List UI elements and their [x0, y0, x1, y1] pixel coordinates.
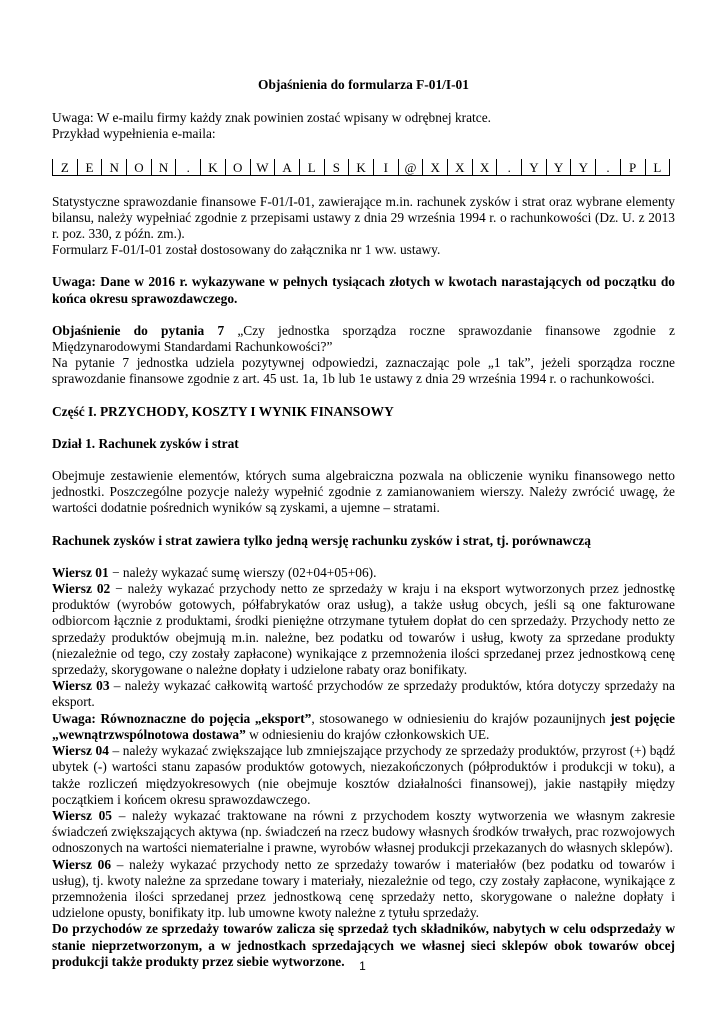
row-03	[52, 678, 675, 710]
row-02	[52, 581, 675, 678]
email-char-box: Y	[522, 159, 547, 176]
email-char-box: X	[473, 159, 498, 176]
email-example-label: Przykład wypełnienia e-maila:	[52, 126, 216, 142]
row-06	[52, 857, 675, 922]
goods-sales-note: Do przychodów ze sprzedaży towarów zalicza się sprzedaż tych składników, nabytych w celu odsprzedaży w stanie nieprzetworzonym, a w jednostkach sprzedających we własnej sieci sklepów obok towarów obcej produkcji także produkty przez siebie wytworzone.	[52, 921, 675, 969]
email-char-box: Z	[53, 159, 78, 176]
row-03-label: Wiersz 03	[52, 678, 110, 694]
email-char-box: N	[152, 159, 177, 176]
email-char-box: .	[596, 159, 621, 176]
row-04-label: Wiersz 04	[52, 743, 109, 759]
email-char-box: O	[127, 159, 152, 176]
email-char-box: K	[201, 159, 226, 176]
row-02-text: − należy wykazać przychody netto ze sprzedaży w kraju i na eksport wytworzonych przez jednostkę produktów (wyrobów gotowych, półfabrykatów oraz usług), a także usług obcych, jeśli są one fakturowane odbiorcom łącznie z produktami, środki pieniężne otrzymane tytułem dopłat do cen sprzedaży. Przychody netto ze sprzedaży produktów obejmują m.in. należne, bez podatku od towarów i usług, kwoty za sprzedane produkty (niezależnie od tego, czy zostały zapłacone) wynikające z przemnożenia ilości sprzedanej przez jednostkową cenę sprzedaży, skorygowane o należne dopłaty i udzielone rabaty oraz bonifikaty.	[52, 581, 675, 678]
email-char-box: E	[78, 159, 103, 176]
export-note	[52, 711, 675, 743]
email-char-box: P	[621, 159, 646, 176]
row-02-label: Wiersz 02	[52, 581, 111, 597]
version-note: Rachunek zysków i strat zawiera tylko jedną wersję rachunku zysków i strat, tj. porównawczą	[52, 532, 591, 548]
intro-note: Formularz F-01/I-01 został dostosowany do załącznika nr 1 ww. ustawy.	[52, 242, 441, 258]
email-char-box: I	[374, 159, 399, 176]
export-note-mid: , stosowanego w odniesieniu do krajów pozaunijnych	[311, 710, 611, 726]
row-01	[52, 565, 675, 581]
part1-heading: Część I. PRZYCHODY, KOSZTY I WYNIK FINANSOWY	[52, 403, 394, 419]
q7-explanation	[52, 323, 675, 355]
email-char-box: Y	[547, 159, 572, 176]
email-char-box: L	[300, 159, 325, 176]
row-05	[52, 808, 675, 857]
email-instruction: Uwaga: W e-mailu firmy każdy znak powinien zostać wpisany w odrębnej kratce.	[52, 110, 492, 126]
row-04	[52, 743, 675, 808]
row-05-label: Wiersz 05	[52, 807, 112, 823]
email-char-box: N	[102, 159, 127, 176]
email-char-box: X	[448, 159, 473, 176]
note-2016: Uwaga: Dane w 2016 r. wykazywane w pełnych tysiącach złotych w kwotach narastających od początku do końca okresu sprawozdawczego.	[52, 274, 675, 306]
email-char-box: A	[275, 159, 300, 176]
email-char-box: X	[423, 159, 448, 176]
row-04-text: – należy wykazać zwiększające lub zmniejszające przychody ze sprzedaży produktów, przyrost (+) bądź ubytek (-) wartości stanu zapasów produktów gotowych, niezakończonych (półproduktów i produkcji w toku), a także rozliczeń międzyokresowych (nie obejmuje kosztów działalności finansowej), jakie nastąpiły między początkiem i końcem okresu sprawozdawczego.	[52, 743, 675, 807]
page-content	[52, 77, 675, 970]
section1-description: Obejmuje zestawienie elementów, których suma algebraiczna pozwala na obliczenie wyniku finansowego netto jednostki. Poszczególne pozycje należy wypełnić zgodnie z zamianowaniem wierszy. Należy zwrócić uwagę, że wartości dodatnie pośrednich wyników są zyskami, a ujemne – stratami.	[52, 468, 675, 516]
email-char-box: L	[646, 159, 671, 176]
q7-label: Objaśnienie do pytania 7	[52, 322, 225, 338]
row-03-text: – należy wykazać całkowitą wartość przychodów ze sprzedaży produktów, która dotyczy sprzedaży na eksport.	[52, 678, 675, 710]
row-06-label: Wiersz 06	[52, 856, 112, 872]
page-number: 1	[359, 959, 366, 973]
q7-question: „Czy jednostka sporządza roczne sprawozdanie finansowe zgodnie z Międzynarodowymi Standardami Rachunkowości?”	[52, 322, 675, 355]
email-char-box: Y	[571, 159, 596, 176]
section1-heading: Dział 1. Rachunek zysków i strat	[52, 435, 239, 451]
email-char-box: W	[251, 159, 276, 176]
email-char-box: .	[176, 159, 201, 176]
document-title: Objaśnienia do formularza F-01/I-01	[258, 77, 469, 92]
q7-answer: Na pytanie 7 jednostka udziela pozytywnej odpowiedzi, zaznaczając pole „1 tak”, jeżeli sporządza roczne sprawozdanie finansowe zgodnie z art. 45 ust. 1a, 1b lub 1e ustawy z dnia 29 września 1994 r. o rachunkowości.	[52, 355, 675, 387]
row-01-label: Wiersz 01	[52, 564, 109, 580]
export-note-bold2: jest pojęcie „wewnątrzwspólnotowa dostawa”	[52, 710, 676, 742]
export-note-end: w odniesieniu do krajów członkowskich UE.	[245, 726, 490, 742]
row-06-text: – należy wykazać przychody netto ze sprzedaży towarów i materiałów (bez podatku od towarów i usług), tj. kwoty należne za sprzedane towary i materiały, niezależnie od tego, czy zostały zapłacone, wynikające z przemnożenia ilości sprzedanej przez jednostkową cenę sprzedaży netto, skorygowane o należne dopłaty i udzielone opusty, bonifikaty itp. lub umowne kwoty należne z tytułu sprzedaży.	[52, 856, 675, 921]
row-01-text: − należy wykazać sumę wierszy (02+04+05+06).	[108, 564, 377, 580]
email-char-box: @	[399, 159, 424, 176]
intro-paragraph: Statystyczne sprawozdanie finansowe F-01/I-01, zawierające m.in. rachunek zysków i strat oraz wybrane elementy bilansu, należy wypełniać zgodnie z przepisami ustawy z dnia 29 września 1994 r. o rachunkowości (Dz. U. z 2013 r. poz. 330, z późn. zm.).	[52, 193, 675, 242]
row-05-text: – należy wykazać traktowane na równi z przychodem koszty wytworzenia we własnym zakresie świadczeń zwiększających aktywa (np. świadczeń na rzecz budowy własnych środków trwałych, prac rozwojowych odnoszonych na wartości niematerialne i prawne, wyrobów własnej produkcji przekazanych do własnych sklepów).	[52, 807, 675, 856]
export-note-bold: Uwaga: Równoznaczne do pojęcia „eksport”	[52, 710, 312, 726]
email-char-box: .	[497, 159, 522, 176]
email-char-box: O	[226, 159, 251, 176]
email-char-box: S	[325, 159, 350, 176]
email-char-box: K	[349, 159, 374, 176]
email-example-boxes	[52, 159, 670, 176]
